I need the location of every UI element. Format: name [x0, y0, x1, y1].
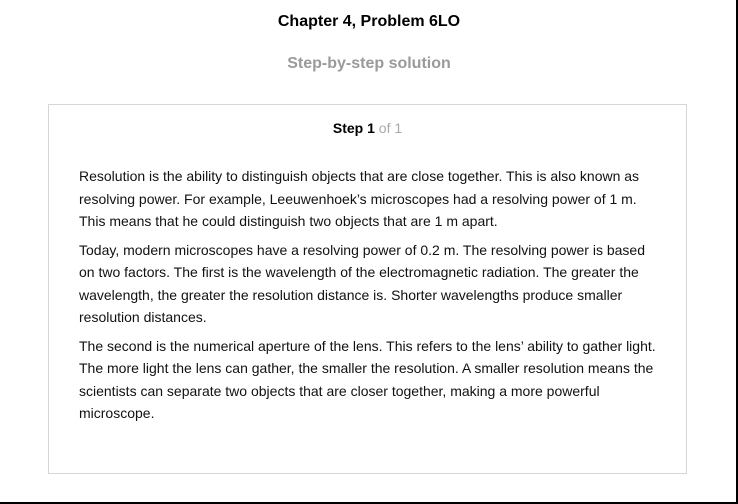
page-title: Chapter 4, Problem 6LO: [277, 13, 461, 30]
solution-paragraph: Today, modern microscopes have a resolving power of 0.2 m. The resolving power is based on two factors. The first is the wavelength of the electromagnetic radiation. The greater the wavelength, the greater the resolution distance is. Shorter wavelengths produce smaller resolution distances.: [79, 241, 645, 325]
step-label: Step: [332, 120, 364, 136]
solution-subtitle: Step-by-step solution: [287, 55, 451, 72]
solution-paragraph: Resolution is the ability to distinguish objects that are close together. This is also known as resolving power. For example, Leeuwenhoek’s microscopes had a resolving power of 1 m. This means that he could distinguish two objects that are 1 m apart.: [79, 168, 640, 229]
step-header: [49, 119, 686, 137]
step-total: of 1: [378, 120, 403, 136]
step-body: [79, 165, 659, 431]
step-card: [48, 104, 687, 474]
step-number: 1: [367, 120, 375, 136]
solution-paragraph: The second is the numerical aperture of the lens. This refers to the lens’ ability to gather light. The more light the lens can gather, the smaller the resolution. A smaller resolution means the scientists can separate two objects that are closer together, making a more powerful microscope.: [79, 337, 656, 421]
